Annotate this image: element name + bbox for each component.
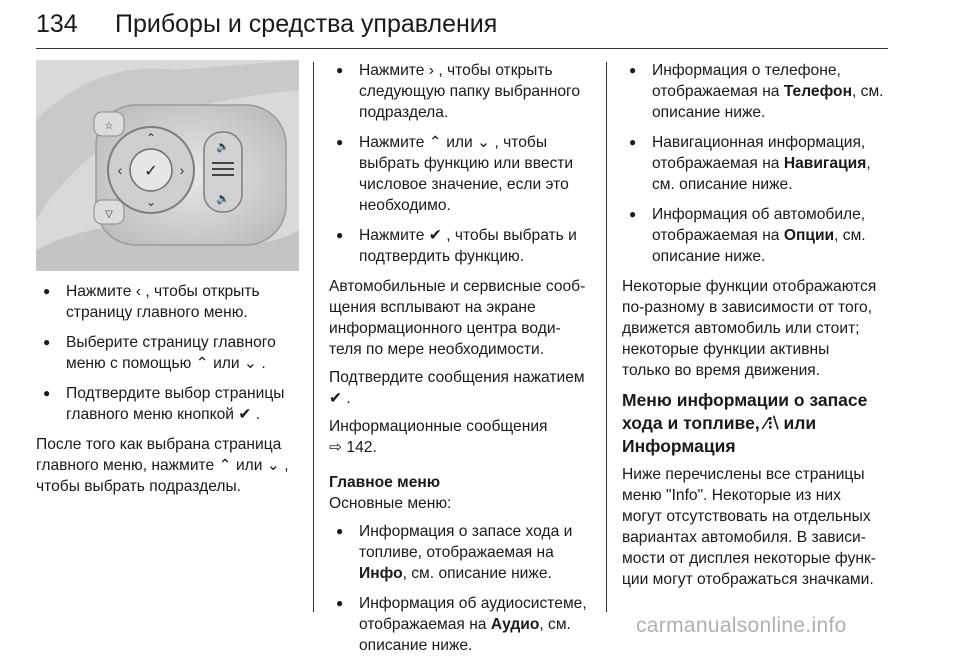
list-item: ● Нажмите ✔ , чтобы выбрать и подтвердить функцию. (329, 225, 597, 267)
list-item: ● Выберите страницу главного меню с помощью ⌃ или ⌄ . (36, 332, 302, 374)
arrow-right-icon: ⇨ (329, 439, 343, 456)
list-item: ● Нажмите › , чтобы открыть следующую папку выбранного подраздела. (329, 60, 597, 123)
chevron-up-icon: ⌃ (195, 355, 209, 372)
page-header (36, 8, 888, 48)
list-item: ● Навигационная информация, отображаемая на Навигация, см. описание ниже. (622, 132, 892, 195)
watermark: carmanualsonline.info (636, 614, 847, 637)
body-paragraph: Подтвердите сообщения нажатием ✔ . (329, 369, 585, 407)
body-paragraph: Некоторые функции отображаются по-разному в зависимости от того, движется автомобиль или стоит; некоторые функции активны только во время движения. (622, 278, 877, 379)
body-paragraph: После того как выбрана страница главного меню, нажмите ⌃ или ⌄ , чтобы выбрать подразделы. (36, 436, 289, 495)
body-paragraph: Автомобильные и сервисные сооб- щения всплывают на экране информационного центра води- теля по мере необходимости. (329, 278, 586, 358)
chevron-left-icon: ‹ (135, 283, 141, 300)
svg-text:✓: ✓ (144, 163, 158, 180)
column-divider (313, 62, 314, 612)
page-link[interactable]: 142. (346, 439, 377, 456)
cross-reference: Информационные сообщения ⇨ 142. (329, 418, 548, 456)
column-3 (622, 60, 892, 597)
svg-text:☆: ☆ (104, 121, 114, 132)
check-icon: ✔ (428, 227, 442, 244)
list-item: ● Информация о телефоне, отображаемая на Телефон, см. описание ниже. (622, 60, 892, 123)
trip-fuel-icon: ⁄⁝⧵ (764, 413, 779, 433)
column-divider (606, 62, 607, 612)
list-item: ● Информация об автомобиле, отображаемая на Опции, см. описание ниже. (622, 204, 892, 267)
chevron-down-icon: ⌄ (243, 355, 257, 372)
chevron-down-icon: ⌄ (266, 457, 280, 474)
list-item: ● Подтвердите выбор страницы главного меню кнопкой ✔ . (36, 383, 302, 425)
svg-text:🔉: 🔉 (216, 193, 230, 205)
list-item: ● Информация об аудиосистеме, отображаемая на Аудио, см. описание ниже. (329, 593, 597, 656)
page-number: 134 (36, 10, 78, 38)
steering-wheel-controls-photo (36, 60, 299, 271)
chevron-up-icon: ⌃ (218, 457, 232, 474)
chevron-up-icon: ⌃ (428, 134, 442, 151)
list-item: ● Информация о запасе хода и топливе, отображаемая на Инфо, см. описание ниже. (329, 521, 597, 584)
column-2 (329, 60, 597, 665)
body-paragraph: Ниже перечислены все страницы меню "Info". Некоторые из них могут отсутствовать на отдельных вариантах автомобиля. В зависи- мости от дисплея некоторые функ- ции могут отображаться значками. (622, 466, 876, 588)
list-item: ● Нажмите ‹ , чтобы открыть страницу главного меню. (36, 281, 302, 323)
section-heading: Главное меню (329, 474, 441, 491)
section-heading: Меню информации о запасе хода и топливе, ⁄⁝⧵ или Информация (622, 390, 868, 456)
svg-text:🔈: 🔈 (216, 141, 230, 153)
chevron-right-icon: › (428, 62, 434, 79)
check-icon: ✔ (238, 406, 252, 423)
svg-text:›: › (179, 162, 185, 178)
svg-text:⌄: ⌄ (145, 195, 157, 209)
column-1 (36, 60, 302, 504)
page-title: Приборы и средства управления (115, 10, 498, 38)
svg-text:▽: ▽ (105, 209, 113, 220)
header-rule (36, 48, 888, 49)
list-item: ● Нажмите ⌃ или ⌄ , чтобы выбрать функцию или ввести числовое значение, если это необходимо. (329, 132, 597, 216)
steering-wheel-illustration (36, 60, 299, 271)
check-icon: ✔ (329, 390, 343, 407)
chevron-down-icon: ⌄ (477, 134, 491, 151)
svg-text:‹: ‹ (117, 162, 123, 178)
svg-text:⌃: ⌃ (145, 131, 157, 145)
body-paragraph: Основные меню: (329, 495, 452, 512)
